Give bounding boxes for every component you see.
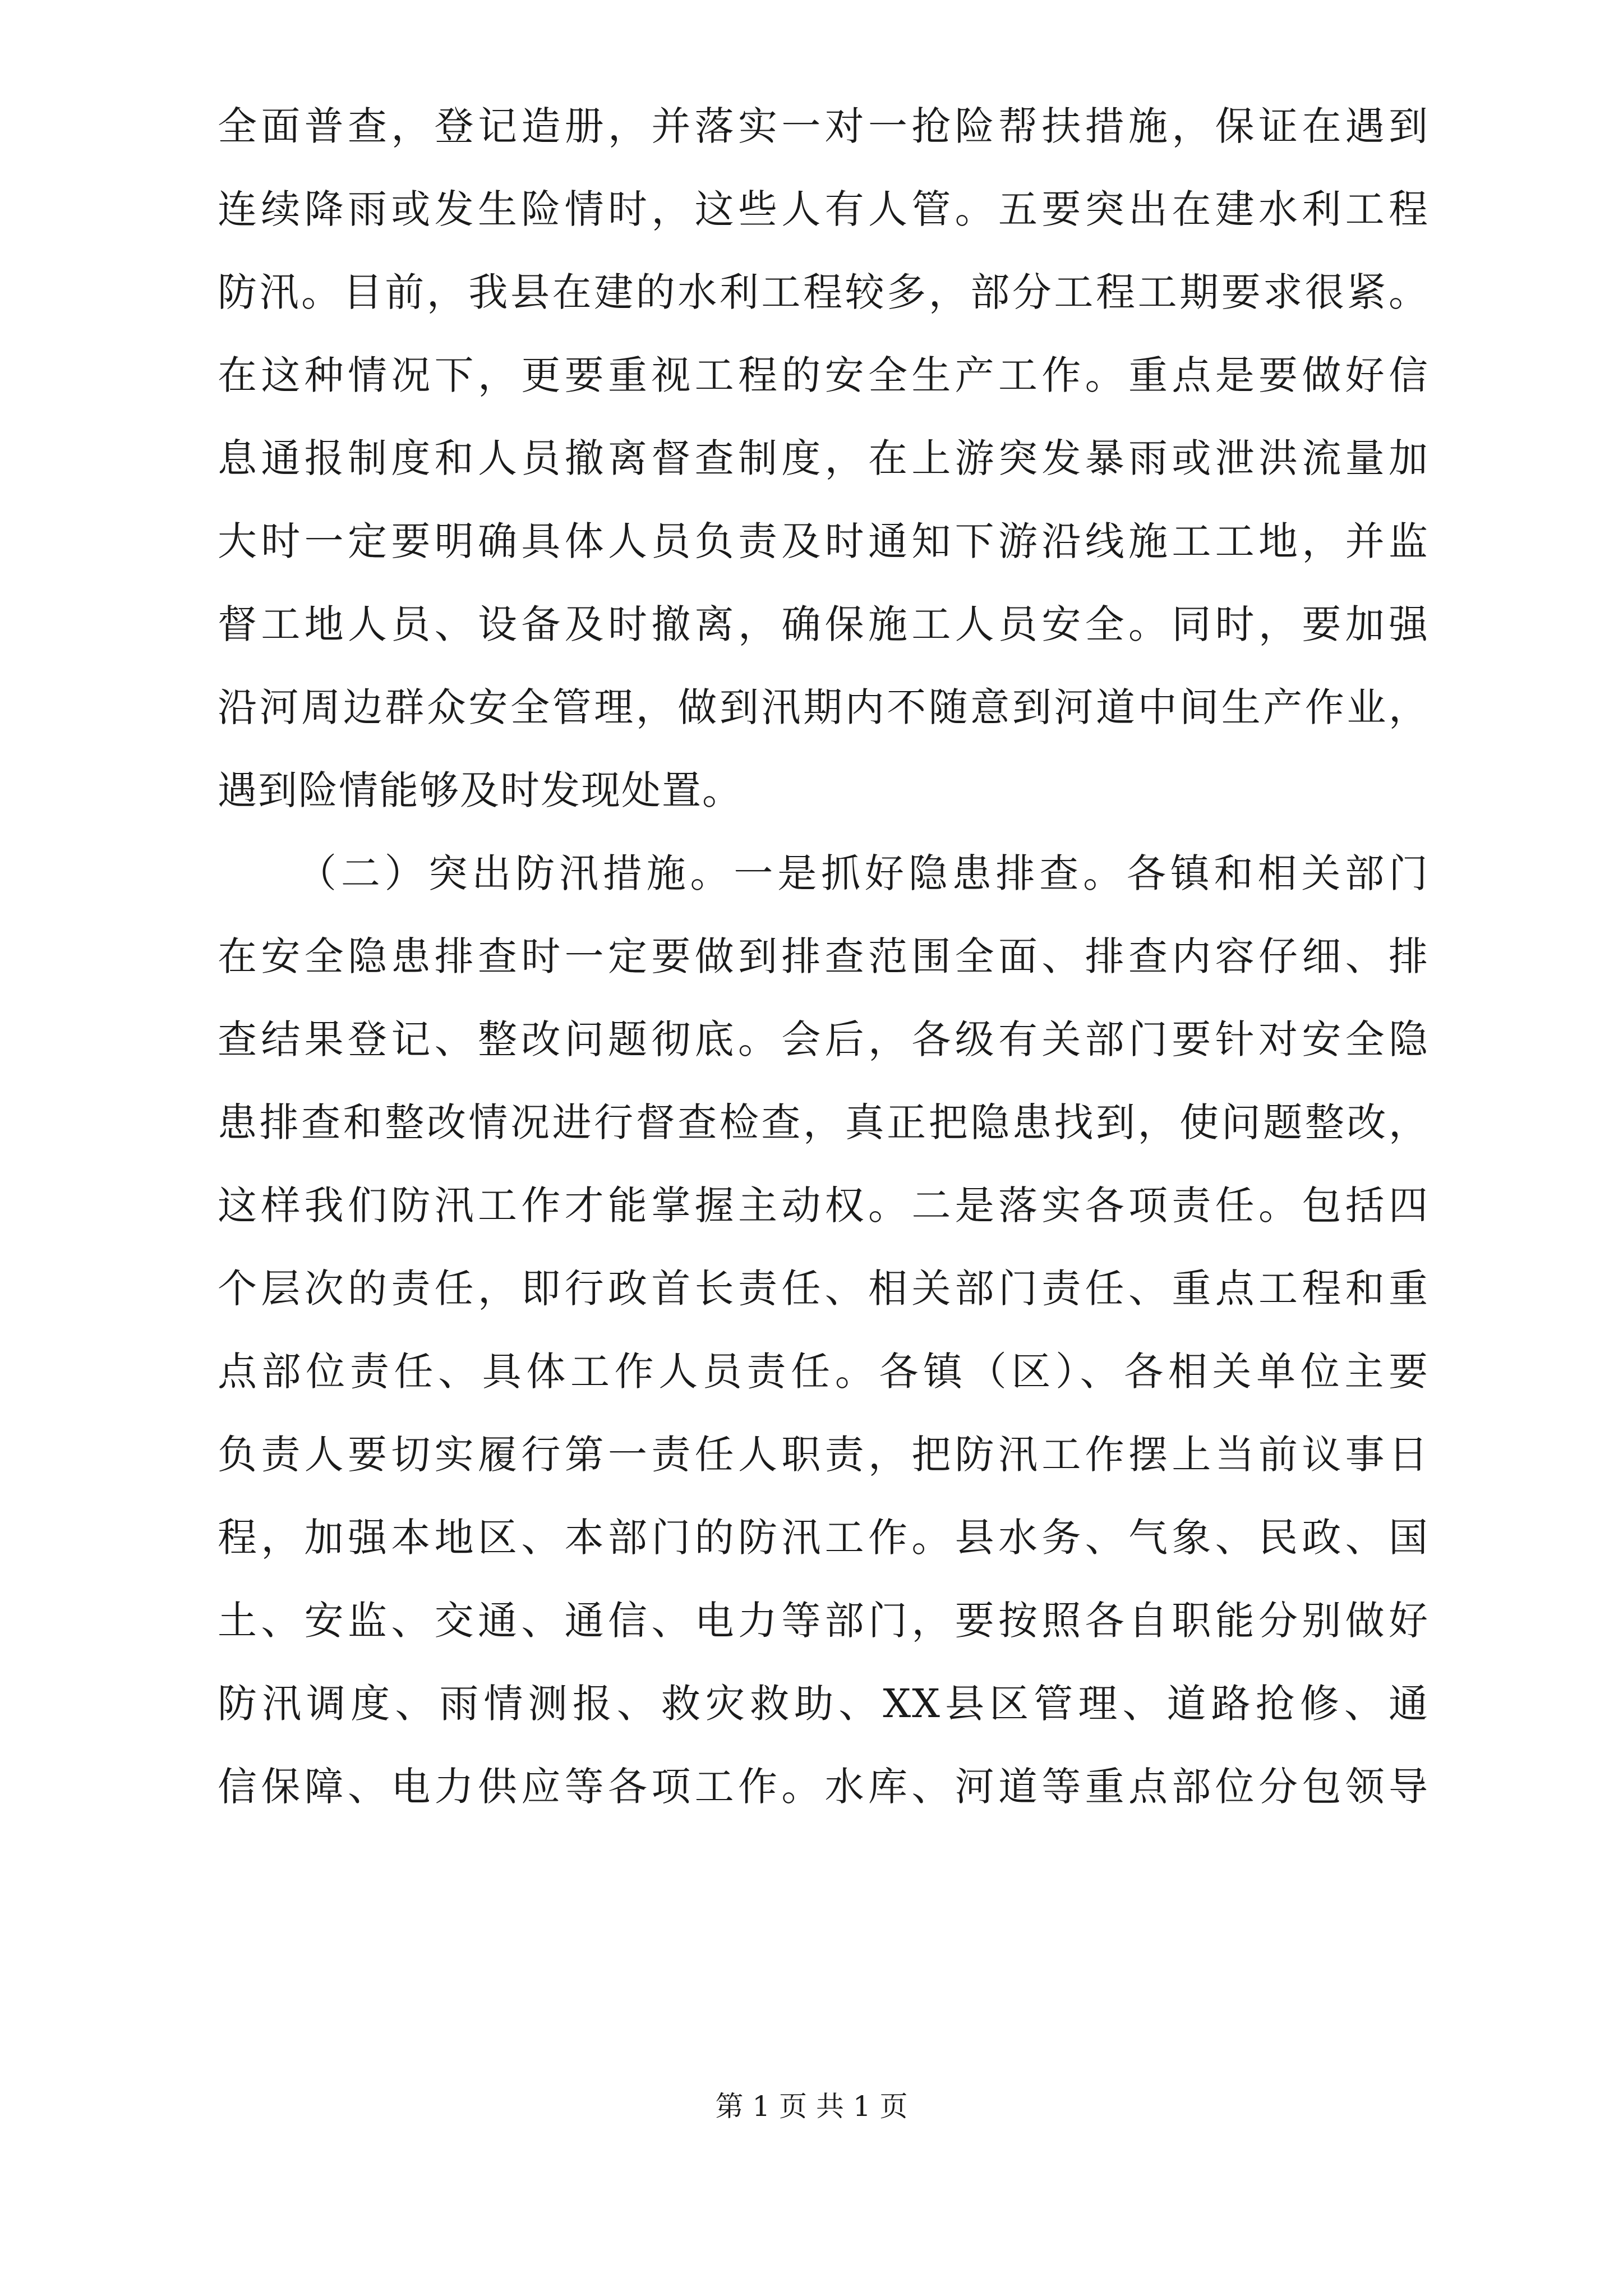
text-line: 在安全隐患排查时一定要做到排查范围全面、排查内容仔细、排 <box>218 933 1429 979</box>
text-line: 土、安监、交通、通信、电力等部门，要按照各自职能分别做好 <box>218 1598 1429 1644</box>
text-line: 全面普查，登记造册，并落实一对一抢险帮扶措施，保证在遇到 <box>218 103 1429 149</box>
text-line: 督工地人员、设备及时撤离，确保施工人员安全。同时，要加强 <box>218 601 1429 647</box>
text-line: 沿河周边群众安全管理，做到汛期内不随意到河道中间生产作业， <box>218 684 1429 730</box>
text-line: 连续降雨或发生险情时，这些人有人管。五要突出在建水利工程 <box>218 186 1429 232</box>
text-line: 防汛调度、雨情测报、救灾救助、XX县区管理、道路抢修、通 <box>218 1681 1429 1727</box>
text-line: 点部位责任、具体工作人员责任。各镇（区）、各相关单位主要 <box>218 1349 1429 1395</box>
text-line: 这样我们防汛工作才能掌握主动权。二是落实各项责任。包括四 <box>218 1182 1429 1228</box>
text-line: 大时一定要明确具体人员负责及时通知下游沿线施工工地，并监 <box>218 518 1429 564</box>
text-line: 防汛。目前，我县在建的水利工程较多，部分工程工期要求很紧。 <box>218 269 1429 315</box>
text-line: 信保障、电力供应等各项工作。水库、河道等重点部位分包领导 <box>218 1764 1429 1810</box>
text-line: 遇到险情能够及时发现处置。 <box>218 767 743 813</box>
text-line: 查结果登记、整改问题彻底。会后，各级有关部门要针对安全隐 <box>218 1016 1429 1062</box>
text-line: 患排查和整改情况进行督查检查，真正把隐患找到，使问题整改， <box>218 1099 1429 1145</box>
text-line: 息通报制度和人员撤离督查制度，在上游突发暴雨或泄洪流量加 <box>218 435 1429 481</box>
text-line: 负责人要切实履行第一责任人职责，把防汛工作摆上当前议事日 <box>218 1432 1429 1478</box>
text-line: 在这种情况下，更要重视工程的安全生产工作。重点是要做好信 <box>218 352 1429 398</box>
paragraph-heading-line: （二）突出防汛措施。一是抓好隐患排查。各镇和相关部门 <box>297 850 1429 896</box>
page-footer: 第 1 页 共 1 页 <box>715 2090 908 2123</box>
text-line: 程，加强本地区、本部门的防汛工作。县水务、气象、民政、国 <box>218 1515 1429 1561</box>
text-line: 个层次的责任，即行政首长责任、相关部门责任、重点工程和重 <box>218 1266 1429 1312</box>
